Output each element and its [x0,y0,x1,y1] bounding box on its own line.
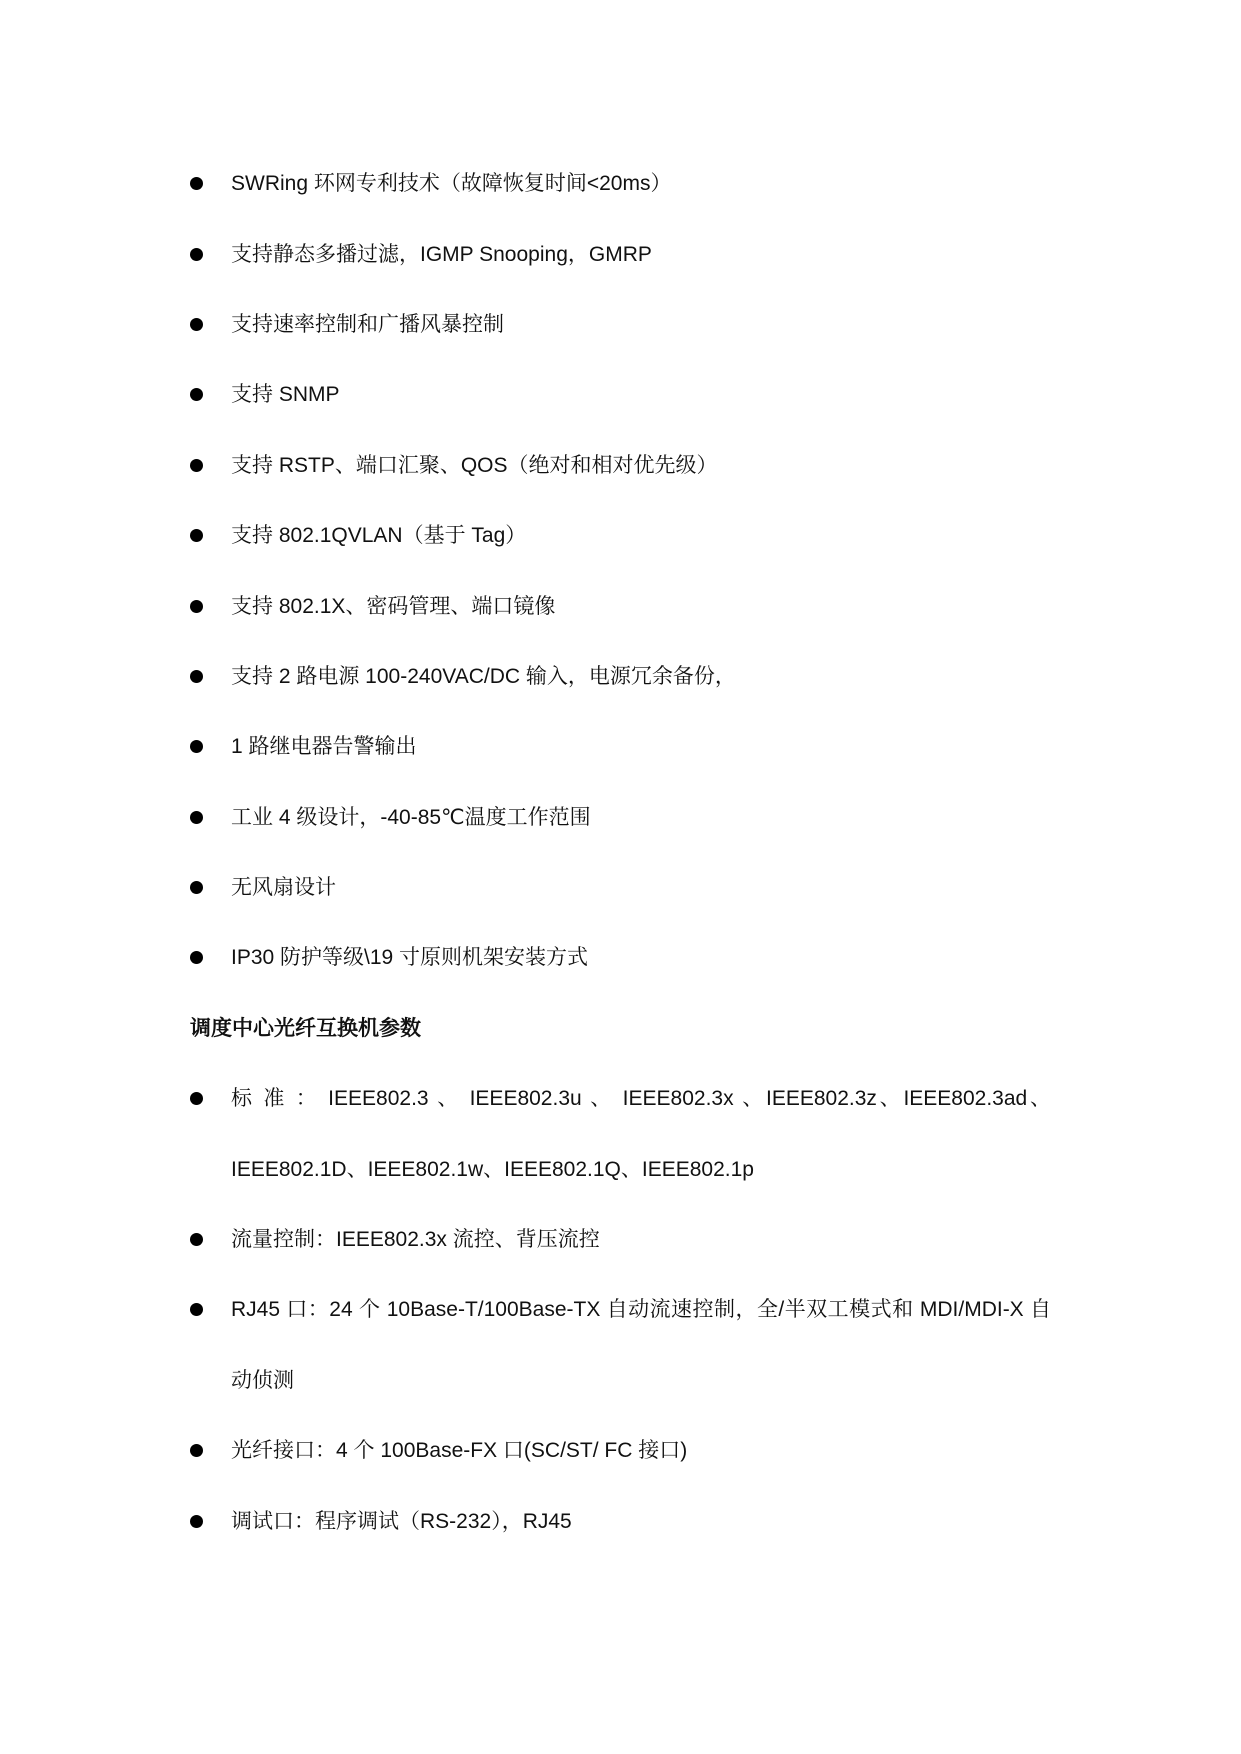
list-item-text: IP30 防护等级\19 寸原则机架安装方式 [231,946,589,970]
bullet-icon [190,388,203,401]
section-heading: 调度中心光纤互换机参数 [190,1016,421,1040]
bullet-icon [190,670,203,683]
list-item-text: 支持静态多播过滤，IGMP Snooping，GMRP [231,242,652,266]
bullet-icon [190,318,203,331]
bullet-icon [190,1303,203,1316]
list-item-text: 支持 802.1X、密码管理、端口镜像 [231,594,556,618]
list-item [0,360,1241,430]
list-item [0,923,1241,993]
list-item [0,853,1241,923]
bullet-icon [190,1515,203,1528]
bullet-icon [190,600,203,613]
list-item [0,571,1241,641]
bullet-icon [190,248,203,261]
list-item [0,1416,1241,1486]
bullet-icon [190,1092,203,1105]
list-item [0,1275,1241,1345]
list-item-text: 流量控制：IEEE802.3x 流控、背压流控 [231,1228,600,1252]
list-item [0,1486,1241,1556]
list-item [0,149,1241,219]
list-item [0,783,1241,853]
document-body [0,149,1241,1557]
list-item-text: 支持速率控制和广播风暴控制 [231,312,504,336]
list-item [0,1205,1241,1275]
bullet-icon [190,1233,203,1246]
list-item-text: 无风扇设计 [231,876,336,900]
bullet-icon [190,951,203,964]
list-item-continuation [0,1134,1241,1204]
bullet-icon [190,811,203,824]
list-item-text: 支持 SNMP [231,383,340,407]
bullet-icon [190,740,203,753]
bullet-icon [190,529,203,542]
list-item-text: 1 路继电器告警输出 [231,735,417,759]
list-item [0,642,1241,712]
list-item-text: 动侦测 [231,1368,294,1392]
list-item-text: SWRing 环网专利技术（故障恢复时间<20ms） [231,172,672,196]
bullet-icon [190,881,203,894]
list-item-text: 标 准 ： IEEE802.3 、 IEEE802.3u 、 IEEE802.3x 、IEEE802.3z、IEEE802.3ad、 [231,1087,1051,1111]
list-item [0,290,1241,360]
list-item-text: 支持 RSTP、端口汇聚、QOS（绝对和相对优先级） [231,453,718,477]
bullet-icon [190,1444,203,1457]
bullet-icon [190,459,203,472]
list-item [0,501,1241,571]
list-item-text: RJ45 口：24 个 10Base-T/100Base-TX 自动流速控制，全/半双工模式和 MDI/MDI-X 自 [231,1298,1051,1322]
list-item-text: 支持 802.1QVLAN（基于 Tag） [231,524,527,548]
list-item-text: IEEE802.1D、IEEE802.1w、IEEE802.1Q、IEEE802.1p [231,1157,754,1181]
list-item-text: 调试口：程序调试（RS-232），RJ45 [231,1509,572,1533]
bullet-icon [190,177,203,190]
list-item [0,1064,1241,1134]
list-item-text: 支持 2 路电源 100-240VAC/DC 输入，电源冗余备份， [231,664,736,688]
list-item [0,219,1241,289]
section-heading-row [0,994,1241,1064]
list-item-continuation [0,1346,1241,1416]
list-item-text: 光纤接口：4 个 100Base-FX 口(SC/ST/ FC 接口) [231,1439,688,1463]
list-item [0,431,1241,501]
list-item-text: 工业 4 级设计，-40-85℃温度工作范围 [231,805,591,829]
list-item [0,712,1241,782]
